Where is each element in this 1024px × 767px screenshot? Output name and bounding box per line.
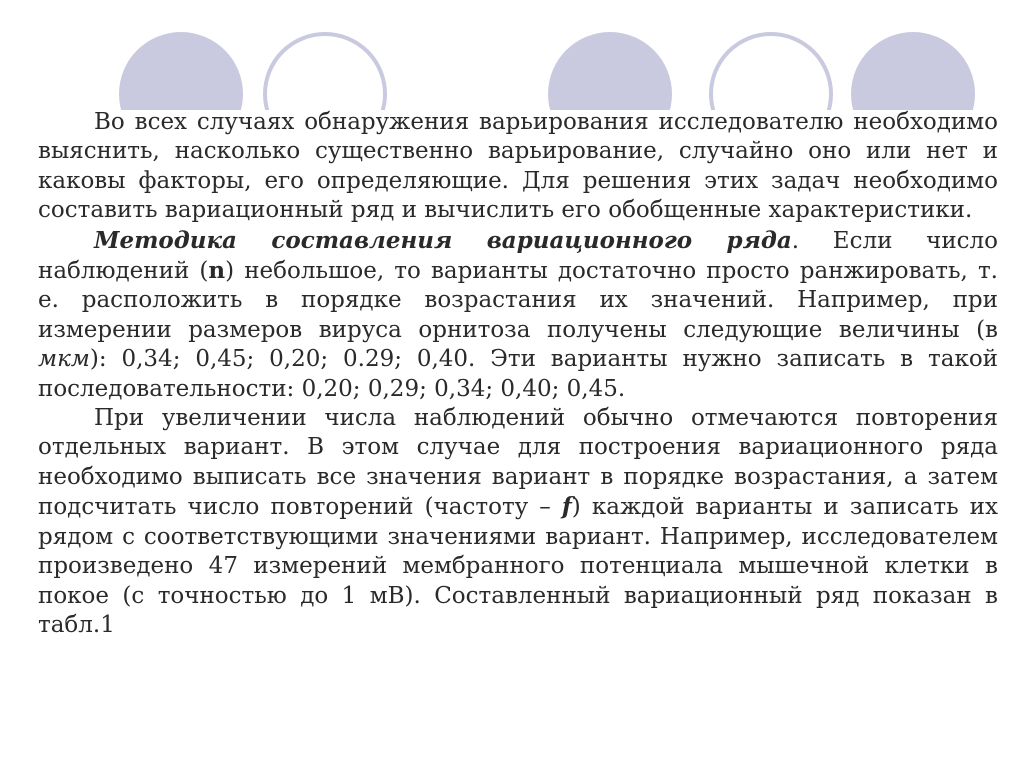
paragraph-2-text: . Если число наблюдений ( — [38, 227, 998, 285]
n-symbol: n — [208, 257, 226, 285]
paragraph-2-text: ) небольшое, то варианты достаточно просто ранжировать, т. е. расположить в порядке возрастания их значений. Например, при измерении размеров вируса орнитоза получены следующие величины (в — [38, 258, 998, 343]
paragraph-2-text: ): 0,34; 0,45; 0,20; 0.29; 0,40. Эти варианты нужно записать в такой последовательности: 0,20; 0,29; 0,34; 0,40; 0,45. — [38, 346, 998, 402]
body-text — [38, 108, 998, 640]
paragraph-3-text: При увеличении числа наблюдений обычно отмечаются повторения отдельных вариант. В этом случае для построения вариационного ряда необходимо выписать все значения вариант в порядке возрастания, а затем подсчитать число повторений (частоту – — [38, 405, 998, 521]
f-symbol: f — [561, 493, 572, 521]
paragraph-3 — [38, 404, 998, 640]
unit-mkm: мкм — [38, 346, 90, 373]
paragraph-3-text: ) каждой варианты и записать их рядом с соответствующими значениями вариант. Например, исследователем произведено 47 измерений мембранного потенциала мышечной клетки в покое (с точностью до 1 мВ). Составленный вариационный ряд показан в табл.1 — [38, 494, 998, 638]
method-heading: Методика составления вариационного ряда — [94, 226, 792, 254]
paragraph-2 — [38, 226, 998, 404]
paragraph-1: Во всех случаях обнаружения варьирования исследователю необходимо выяснить, насколько существенно варьирование, случайно оно или нет и каковы факторы, его определяющие. Для решения этих задач необходимо составить вариационный ряд и вычислить его обобщенные характеристики. — [38, 109, 998, 224]
